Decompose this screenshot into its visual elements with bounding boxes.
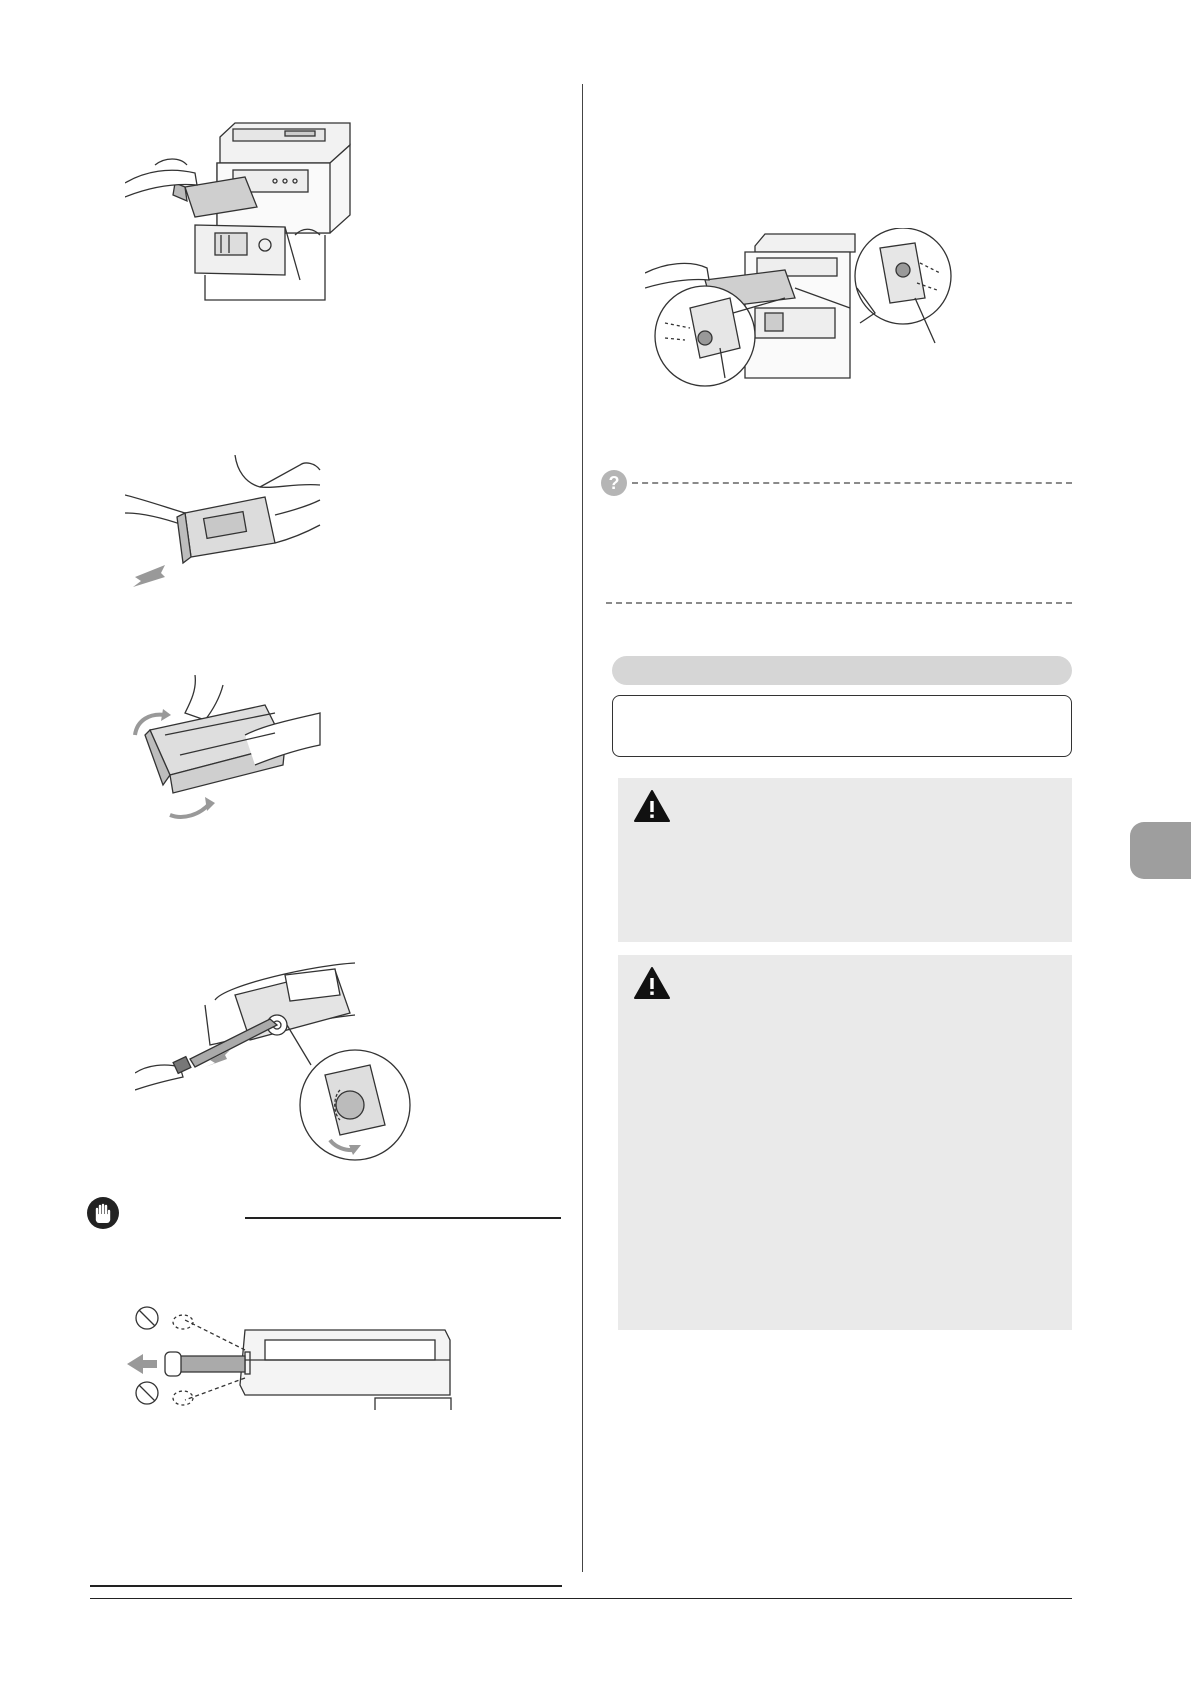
question-icon: ?	[601, 470, 627, 496]
column-divider	[582, 84, 583, 1572]
outlined-note-box	[612, 695, 1072, 757]
warning-icon	[633, 789, 671, 823]
footer-rule-short	[90, 1585, 562, 1587]
illustration-shake-cartridge	[125, 675, 325, 825]
hint-top-dashed-rule	[632, 482, 1072, 484]
chapter-side-tab[interactable]	[1130, 822, 1191, 879]
section-heading-bar	[612, 656, 1072, 685]
illustration-pull-seal-tape	[135, 955, 425, 1165]
caution-hand-icon	[86, 1196, 120, 1230]
warning-panel-1	[618, 778, 1072, 942]
warning-panel-2	[618, 955, 1072, 1330]
hint-bottom-dashed-rule	[606, 602, 1072, 604]
caution-heading-rule	[245, 1217, 561, 1219]
illustration-insert-cartridge	[645, 228, 965, 388]
illustration-tape-direction	[125, 1300, 455, 1410]
warning-icon	[633, 966, 671, 1000]
illustration-remove-cartridge	[125, 115, 355, 305]
footer-rule-long	[90, 1598, 1072, 1599]
illustration-pull-cartridge	[125, 455, 325, 590]
